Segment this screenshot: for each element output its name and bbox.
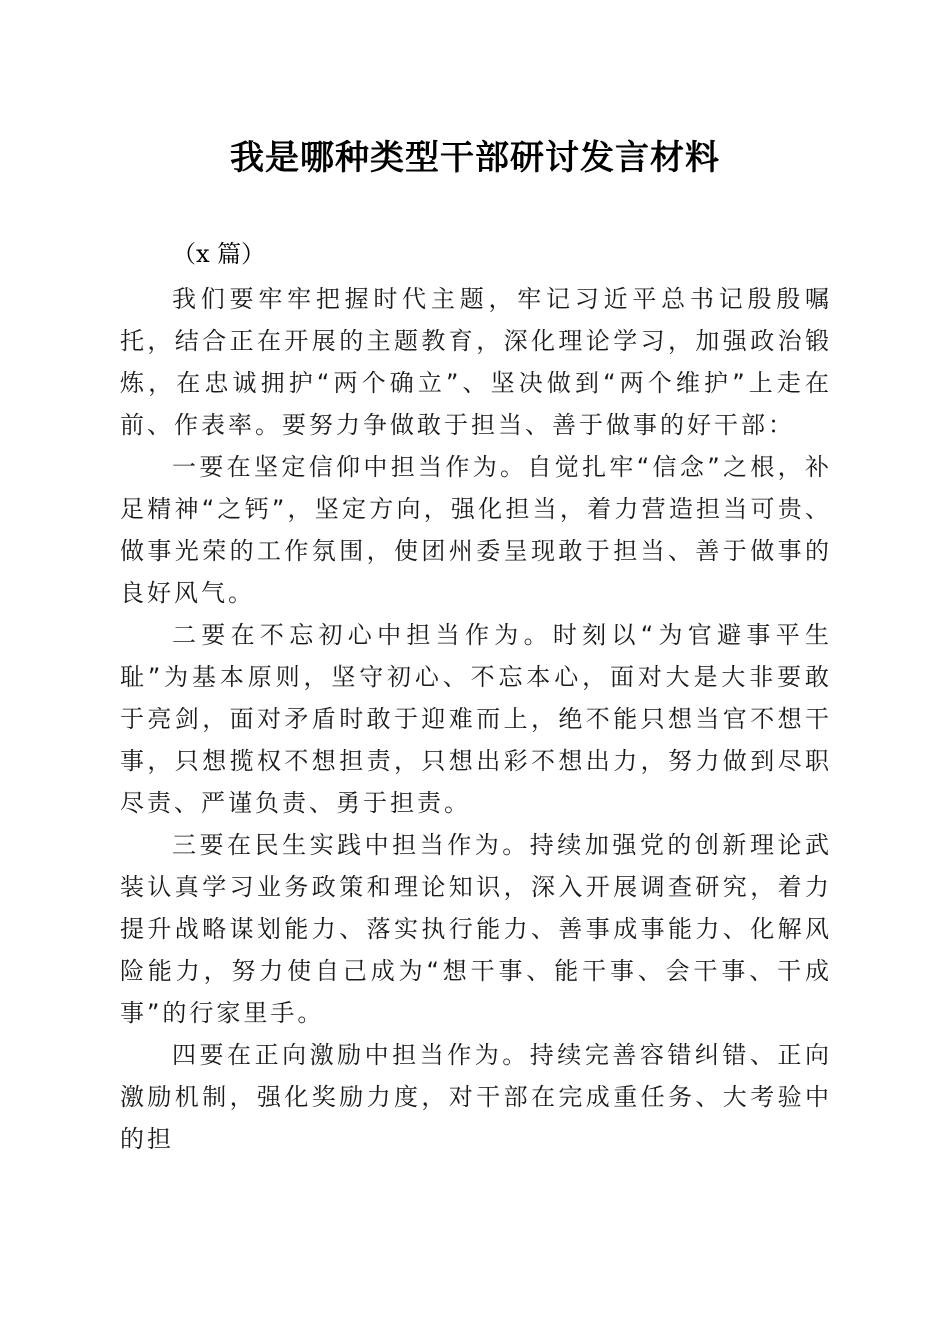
paragraph-intro: 我们要牢牢把握时代主题，牢记习近平总书记殷殷嘱托，结合正在开展的主题教育，深化理论学习，加强政治锻炼，在忠诚拥护“两个确立”、坚决做到“两个维护”上走在前、作表率。要努力争做敢于担当、善于做事的好干部： xyxy=(120,285,832,439)
document-body xyxy=(120,278,832,1160)
paragraph-point-3: 三要在民生实践中担当作为。持续加强党的创新理论武装认真学习业务政策和理论知识，深入开展调查研究，着力提升战略谋划能力、落实执行能力、善事成事能力、化解风险能力，努力使自己成为“想干事、能干事、会干事、干成事”的行家里手。 xyxy=(120,831,832,1027)
document-title: 我是哪种类型干部研讨发言材料 xyxy=(230,138,720,178)
paragraph-point-4: 四要在正向激励中担当作为。持续完善容错纠错、正向激励机制，强化奖励力度，对干部在完成重任务、大考验中的担 xyxy=(120,1041,832,1153)
paragraph-point-1: 一要在坚定信仰中担当作为。自觉扎牢“信念”之根，补足精神“之钙”，坚定方向，强化担当，着力营造担当可贵、做事光荣的工作氛围，使团州委呈现敢于担当、善于做事的良好风气。 xyxy=(120,453,832,607)
document-subtitle: （x 篇） xyxy=(172,240,266,268)
paragraph-point-2: 二要在不忘初心中担当作为。时刻以“为官避事平生耻”为基本原则，坚守初心、不忘本心，面对大是大非要敢于亮剑，面对矛盾时敢于迎难而上，绝不能只想当官不想干事，只想揽权不想担责，只想出彩不想出力，努力做到尽职尽责、严谨负责、勇于担责。 xyxy=(120,621,832,817)
